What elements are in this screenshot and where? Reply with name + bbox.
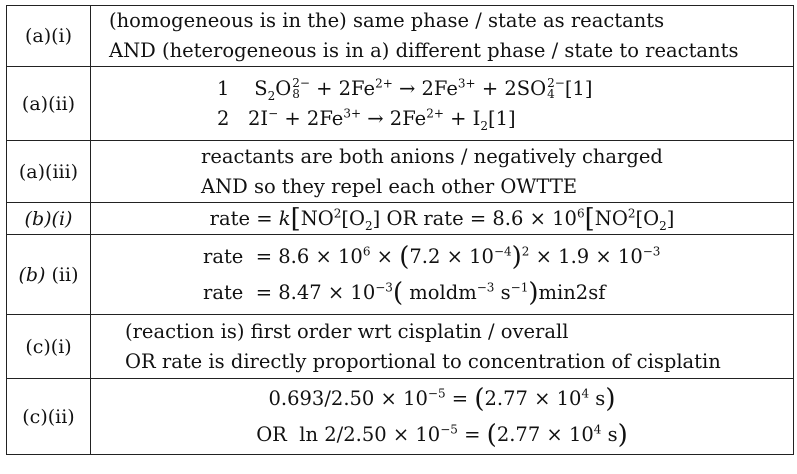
row-label: (c)(ii) xyxy=(7,379,91,455)
row-b-i xyxy=(7,203,794,235)
row-label: (b)(i) xyxy=(7,203,91,235)
rate-expression: rate = $k[NO^2[O_2]$ OR rate = $8.6 \times 10^6[NO^2[O_2]$ xyxy=(209,203,675,234)
rate-answer: rate = $8.47 \times 10^{-3}$( moldm$^{-3}$ $s^{-1})\min 2sf$ xyxy=(203,277,606,308)
row-b-ii xyxy=(7,235,794,315)
row-label: (a)(ii) xyxy=(7,67,91,141)
half-life-calculation: $0.693/2.50 \times 10^{-5} = (2.77 \times 10^4$ s) xyxy=(268,383,616,414)
markscheme-table xyxy=(6,5,794,455)
row-label: (a)(iii) xyxy=(7,141,91,203)
row-c-ii xyxy=(7,379,794,455)
row-a-i xyxy=(7,6,794,67)
answer-cell xyxy=(91,235,794,315)
equation-1: 1 $S_2O$ 2− 8 + $2Fe^{2+} \to 2Fe^{3+} + 2SO$ 2− 4 [1] xyxy=(217,76,593,103)
answer-cell xyxy=(91,315,794,379)
equation-2: 2 $2I^- + 2Fe^{3+} \to 2Fe^{2+} + I_2[1]$ xyxy=(217,106,516,133)
answer-line: OR rate is directly proportional to concentration of cisplatin xyxy=(125,349,721,373)
rate-calculation: rate = $8.6 \times 10^6 \times (7.2 \times 10^{-4})^2 \times 1.9 \times 10^{-3}$ xyxy=(203,241,661,272)
row-a-iii xyxy=(7,141,794,203)
answer-cell xyxy=(91,203,794,235)
answer-cell xyxy=(91,379,794,455)
row-c-i xyxy=(7,315,794,379)
answer-line: AND so they repel each other OWTTE xyxy=(201,174,578,198)
answer-cell xyxy=(91,141,794,203)
row-label: (a)(i) xyxy=(7,6,91,67)
row-label: (c)(i) xyxy=(7,315,91,379)
row-a-ii xyxy=(7,67,794,141)
answer-line: (reaction is) first order wrt cisplatin / overall xyxy=(125,319,569,343)
row-label: (b) (ii) xyxy=(7,235,91,315)
answer-line: AND (heterogeneous is in a) different phase / state to reactants xyxy=(109,39,739,62)
answer-cell xyxy=(91,6,794,67)
answer-cell xyxy=(91,67,794,141)
answer-line: (homogeneous is in the) same phase / state as reactants xyxy=(109,9,665,32)
half-life-alternative: OR $\ln 2/2.50 \times 10^{-5} = (2.77 \times 10^4$ s) xyxy=(256,419,628,450)
answer-line: reactants are both anions / negatively charged xyxy=(201,144,663,168)
